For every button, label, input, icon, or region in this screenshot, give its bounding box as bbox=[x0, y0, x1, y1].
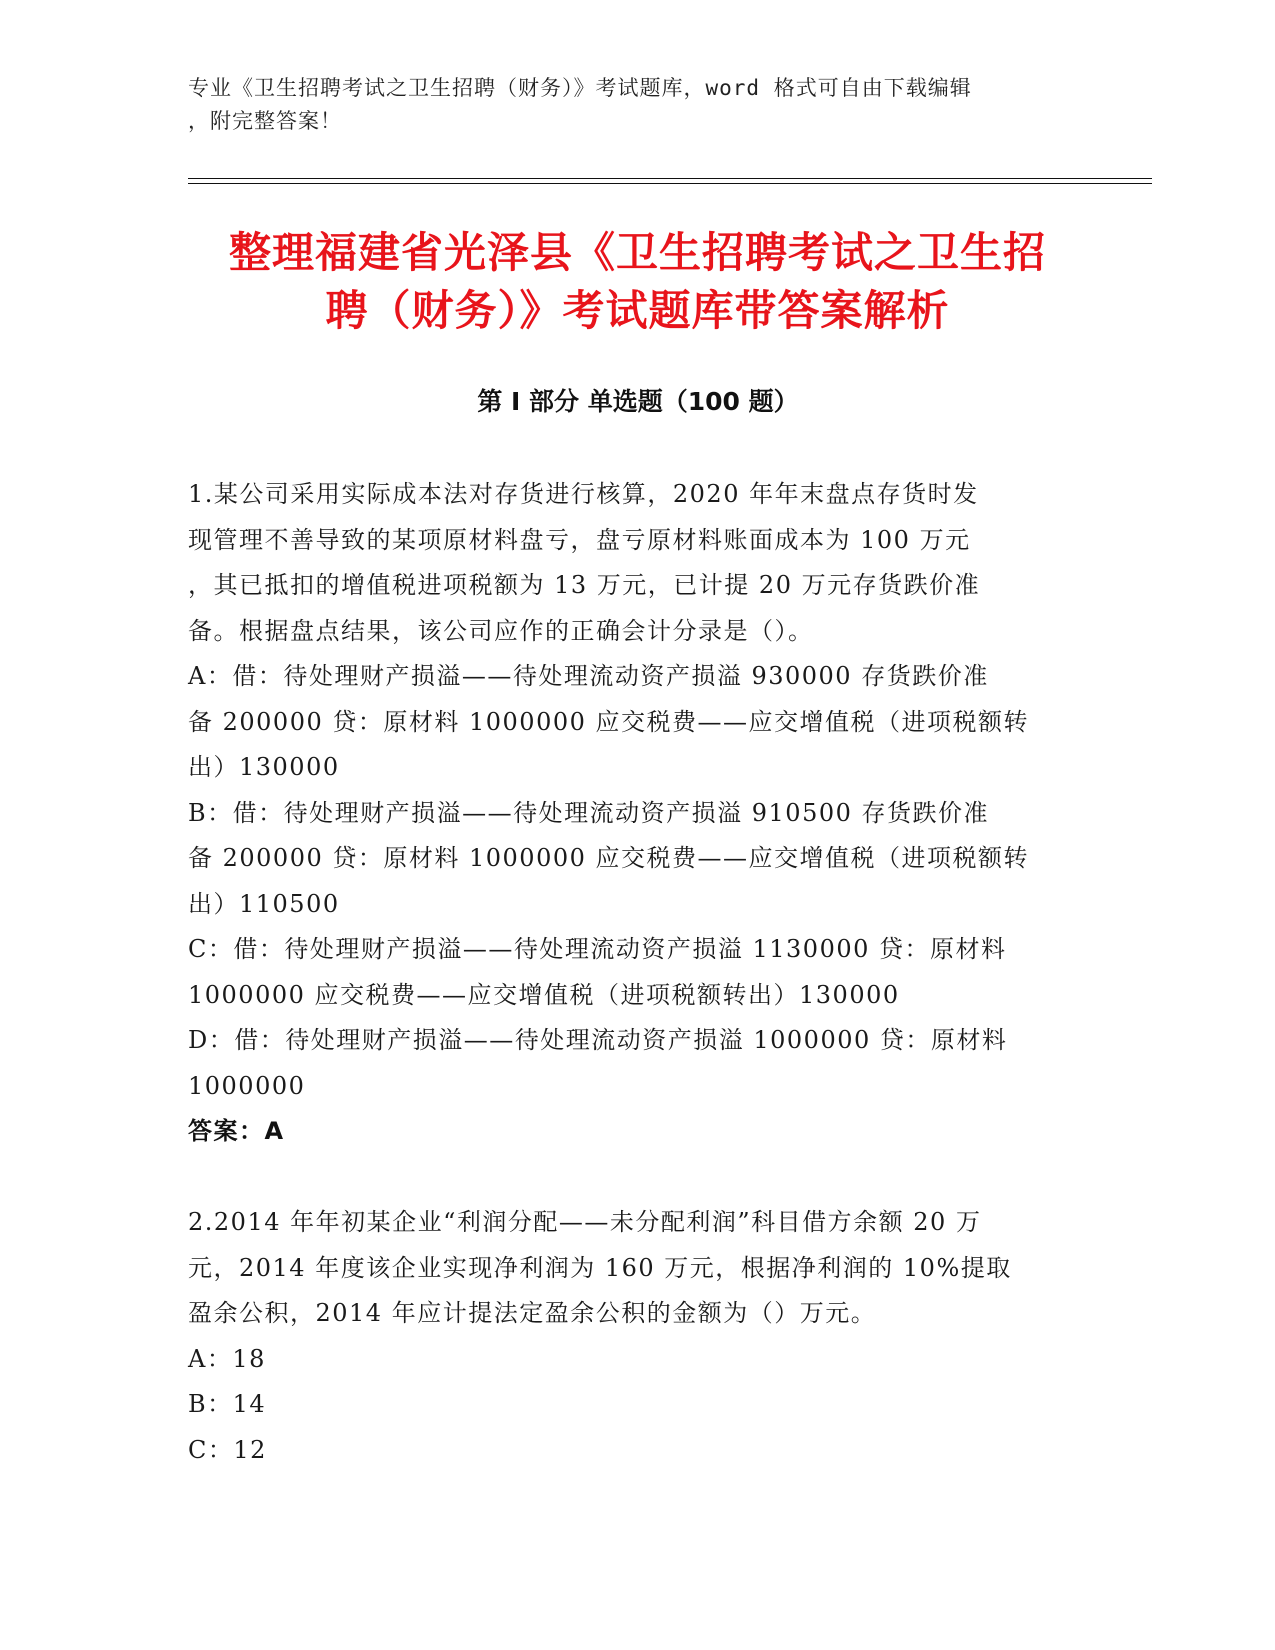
option-line: A：借：待处理财产损溢——待处理流动资产损溢 930000 存货跌价准 bbox=[188, 662, 989, 690]
option-line: 1000000 应交税费——应交增值税（进项税额转出）130000 bbox=[188, 980, 900, 1009]
question-stem-line: 2.2014 年年初某企业“利润分配——未分配利润”科目借方余额 20 万 bbox=[188, 1208, 982, 1236]
option-line: 备 200000 贷：原材料 1000000 应交税费——应交增值税（进项税额转 bbox=[188, 707, 1030, 736]
section-title: 第 I 部分 单选题（100 题） bbox=[477, 387, 799, 416]
document-title bbox=[170, 224, 1105, 340]
option-line: A：18 bbox=[188, 1344, 266, 1373]
answer-label: 答案：A bbox=[188, 1117, 285, 1145]
header-note-line: 专业《卫生招聘考试之卫生招聘（财务）》考试题库，word 格式可自由下载编辑 bbox=[188, 76, 972, 100]
option-d bbox=[188, 1018, 1068, 1109]
option-line: 备 200000 贷：原材料 1000000 应交税费——应交增值税（进项税额转 bbox=[188, 844, 1030, 872]
question-1 bbox=[188, 472, 1068, 1155]
option-c bbox=[188, 1428, 1068, 1474]
question-2 bbox=[188, 1200, 1068, 1473]
option-line: C：借：待处理财产损溢——待处理流动资产损溢 1130000 贷：原材料 bbox=[188, 935, 1007, 963]
option-b bbox=[188, 791, 1068, 928]
option-line: 1000000 bbox=[188, 1071, 306, 1100]
header-note bbox=[188, 72, 1068, 138]
question-stem-line: 现管理不善导致的某项原材料盘亏，盘亏原材料账面成本为 100 万元 bbox=[188, 525, 971, 554]
option-line: B：14 bbox=[188, 1390, 267, 1418]
question-stem-line: 1.某公司采用实际成本法对存货进行核算，2020 年年末盘点存货时发 bbox=[188, 480, 979, 508]
question-stem-line: 备。根据盘点结果，该公司应作的正确会计分录是（）。 bbox=[188, 616, 814, 645]
question-stem-line: 盈余公积，2014 年应计提法定盈余公积的金额为（）万元。 bbox=[188, 1299, 877, 1327]
header-divider bbox=[188, 183, 1152, 184]
option-line: 出）130000 bbox=[188, 753, 340, 781]
header-note-line: ，附完整答案！ bbox=[188, 109, 342, 133]
option-a bbox=[188, 1337, 1068, 1383]
document-title-line: 聘（财务）》考试题库带答案解析 bbox=[325, 286, 950, 335]
option-line: D：借：待处理财产损溢——待处理流动资产损溢 1000000 贷：原材料 bbox=[188, 1026, 1008, 1054]
option-c bbox=[188, 927, 1068, 1018]
option-line: C：12 bbox=[188, 1435, 267, 1464]
option-b bbox=[188, 1382, 1068, 1428]
option-a bbox=[188, 654, 1068, 791]
header-divider bbox=[188, 178, 1152, 179]
document-title-line: 整理福建省光泽县《卫生招聘考试之卫生招 bbox=[228, 228, 1046, 277]
question-stem-line: 元，2014 年度该企业实现净利润为 160 万元，根据净利润的 10%提取 bbox=[188, 1253, 1012, 1282]
question-stem-line: ，其已抵扣的增值税进项税额为 13 万元，已计提 20 万元存货跌价准 bbox=[188, 571, 981, 599]
option-line: B：借：待处理财产损溢——待处理流动资产损溢 910500 存货跌价准 bbox=[188, 798, 990, 827]
option-line: 出）110500 bbox=[188, 889, 340, 918]
